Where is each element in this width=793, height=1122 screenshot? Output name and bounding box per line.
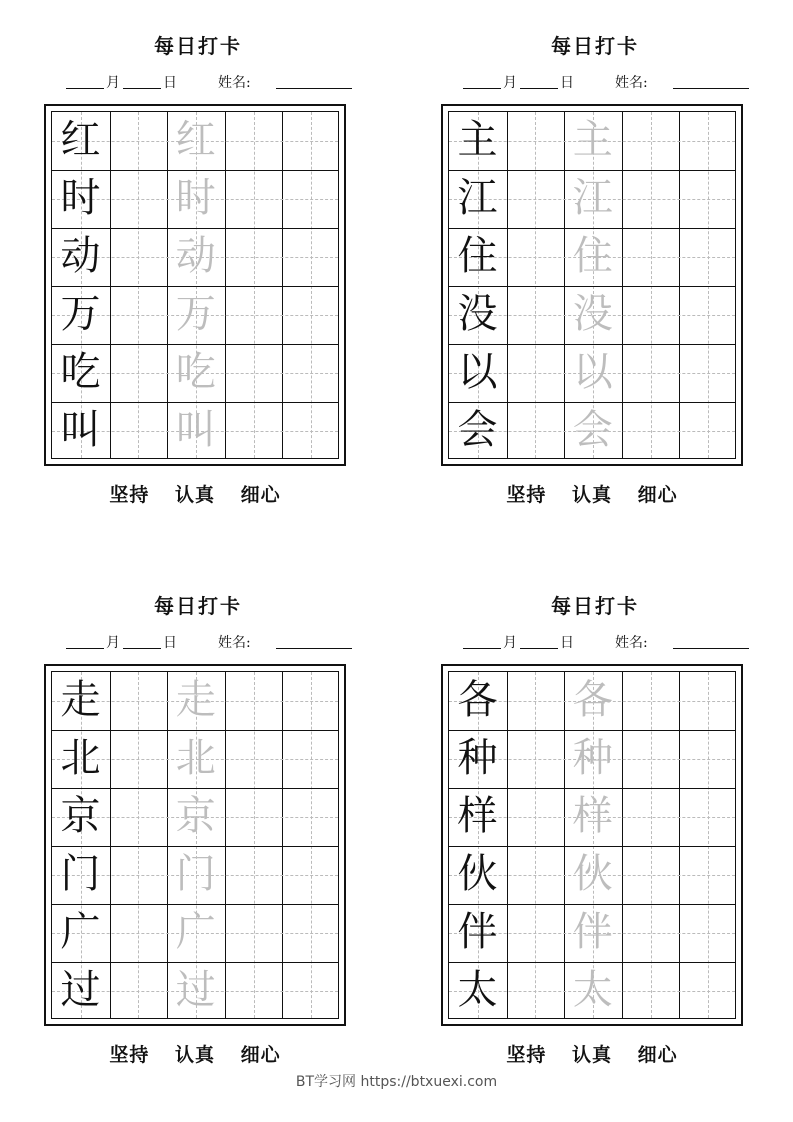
date-name-row [66,72,356,90]
model-character: 广 [60,909,101,955]
practice-cell[interactable] [282,402,340,460]
practice-cell[interactable] [225,112,283,170]
practice-cell[interactable] [622,962,680,1020]
day-label: 日 [163,635,177,651]
practice-cell[interactable] [110,402,168,460]
practice-cell[interactable] [507,286,565,344]
day-blank[interactable] [123,88,161,89]
practice-cell[interactable] [679,904,737,962]
practice-cell[interactable] [282,730,340,788]
day-blank[interactable] [123,648,161,649]
model-character: 各 [457,677,498,723]
practice-cell[interactable] [622,228,680,286]
writing-grid [51,111,339,459]
model-character: 京 [60,793,101,839]
practice-cell[interactable] [679,846,737,904]
practice-cell[interactable] [622,672,680,730]
practice-cell[interactable] [622,904,680,962]
date-name-row [463,72,753,90]
practice-cell[interactable] [110,286,168,344]
writing-grid [51,671,339,1019]
trace-character: 吃 [175,349,216,395]
trace-character: 江 [572,175,613,221]
practice-cell[interactable] [225,730,283,788]
practice-cell[interactable] [110,904,168,962]
writing-grid-frame [441,664,743,1026]
model-character: 红 [60,117,101,163]
practice-cell[interactable] [110,846,168,904]
practice-cell[interactable] [282,788,340,846]
practice-cell[interactable] [225,672,283,730]
month-blank[interactable] [66,648,104,649]
model-character: 走 [60,677,101,723]
day-blank[interactable] [520,88,558,89]
site-footer: BT学习网 https://btxuexi.com [295,1074,498,1090]
practice-cell[interactable] [622,344,680,402]
motto: 坚持 认真 细心 [109,1044,281,1066]
practice-cell[interactable] [679,788,737,846]
name-label: 姓名: [615,75,648,91]
practice-cell[interactable] [110,788,168,846]
model-character: 太 [457,967,498,1013]
writing-grid-frame [44,664,346,1026]
day-label: 日 [560,635,574,651]
motto: 坚持 认真 细心 [506,1044,678,1066]
practice-cell[interactable] [679,286,737,344]
practice-cell[interactable] [282,112,340,170]
model-character: 过 [60,967,101,1013]
motto: 坚持 认真 细心 [109,484,281,506]
practice-cell[interactable] [282,228,340,286]
writing-grid [448,111,736,459]
day-blank[interactable] [520,648,558,649]
model-character: 时 [60,175,101,221]
practice-cell[interactable] [225,228,283,286]
practice-cell[interactable] [507,402,565,460]
practice-cell[interactable] [622,402,680,460]
practice-cell[interactable] [225,904,283,962]
practice-cell[interactable] [225,286,283,344]
model-character: 伙 [457,851,498,897]
month-label: 月 [503,635,517,651]
practice-cell[interactable] [679,344,737,402]
practice-cell[interactable] [225,788,283,846]
trace-character: 以 [572,349,613,395]
practice-cell[interactable] [225,344,283,402]
trace-character: 没 [572,291,613,337]
writing-grid-frame [441,104,743,466]
practice-cell[interactable] [110,344,168,402]
trace-character: 红 [175,117,216,163]
writing-grid [448,671,736,1019]
model-character: 北 [60,735,101,781]
trace-character: 北 [175,735,216,781]
model-character: 江 [457,175,498,221]
day-label: 日 [163,75,177,91]
practice-cell[interactable] [622,286,680,344]
trace-character: 时 [175,175,216,221]
month-blank[interactable] [463,648,501,649]
trace-character: 万 [175,291,216,337]
practice-cell[interactable] [225,170,283,228]
name-label: 姓名: [615,635,648,651]
practice-cell[interactable] [282,286,340,344]
practice-cell[interactable] [679,730,737,788]
model-character: 门 [60,851,101,897]
name-blank[interactable] [673,648,749,649]
card-title: 每日打卡 [551,34,639,58]
practice-cell[interactable] [282,846,340,904]
model-character: 没 [457,291,498,337]
practice-cell[interactable] [507,344,565,402]
practice-cell[interactable] [282,962,340,1020]
name-label: 姓名: [218,75,251,91]
card-title: 每日打卡 [551,594,639,618]
month-label: 月 [503,75,517,91]
trace-character: 伙 [572,851,613,897]
practice-cell[interactable] [110,112,168,170]
practice-cell[interactable] [679,402,737,460]
practice-cell[interactable] [110,962,168,1020]
trace-character: 种 [572,735,613,781]
practice-cell[interactable] [679,672,737,730]
practice-cell[interactable] [679,228,737,286]
month-label: 月 [106,75,120,91]
practice-cell[interactable] [507,730,565,788]
motto: 坚持 认真 细心 [506,484,678,506]
practice-cell[interactable] [225,846,283,904]
trace-character: 京 [175,793,216,839]
trace-character: 过 [175,967,216,1013]
practice-cell[interactable] [110,228,168,286]
practice-cell[interactable] [225,962,283,1020]
practice-cell[interactable] [507,112,565,170]
day-label: 日 [560,75,574,91]
trace-character: 动 [175,233,216,279]
practice-cell[interactable] [622,846,680,904]
practice-cell[interactable] [110,672,168,730]
trace-character: 样 [572,793,613,839]
practice-cell[interactable] [622,170,680,228]
model-character: 吃 [60,349,101,395]
model-character: 叫 [60,407,101,453]
trace-character: 伴 [572,909,613,955]
month-label: 月 [106,635,120,651]
date-name-row [463,632,753,650]
month-blank[interactable] [66,88,104,89]
model-character: 伴 [457,909,498,955]
practice-cell[interactable] [679,112,737,170]
name-blank[interactable] [276,648,352,649]
practice-cell[interactable] [507,962,565,1020]
trace-character: 住 [572,233,613,279]
model-character: 主 [457,117,498,163]
model-character: 动 [60,233,101,279]
practice-cell[interactable] [110,170,168,228]
model-character: 种 [457,735,498,781]
trace-character: 门 [175,851,216,897]
practice-cell[interactable] [622,788,680,846]
model-character: 万 [60,291,101,337]
trace-character: 广 [175,909,216,955]
practice-cell[interactable] [282,672,340,730]
model-character: 以 [457,349,498,395]
trace-character: 叫 [175,407,216,453]
writing-grid-frame [44,104,346,466]
name-blank[interactable] [276,88,352,89]
trace-character: 太 [572,967,613,1013]
card-title: 每日打卡 [154,34,242,58]
practice-cell[interactable] [679,170,737,228]
practice-cell[interactable] [110,730,168,788]
month-blank[interactable] [463,88,501,89]
trace-character: 走 [175,677,216,723]
practice-cell[interactable] [282,904,340,962]
model-character: 住 [457,233,498,279]
practice-cell[interactable] [282,170,340,228]
trace-character: 各 [572,677,613,723]
model-character: 样 [457,793,498,839]
practice-cell[interactable] [507,672,565,730]
name-blank[interactable] [673,88,749,89]
practice-cell[interactable] [622,730,680,788]
model-character: 会 [457,407,498,453]
practice-cell[interactable] [507,788,565,846]
name-label: 姓名: [218,635,251,651]
practice-cell[interactable] [507,904,565,962]
trace-character: 会 [572,407,613,453]
practice-cell[interactable] [507,228,565,286]
trace-character: 主 [572,117,613,163]
practice-cell[interactable] [507,846,565,904]
card-title: 每日打卡 [154,594,242,618]
practice-cell[interactable] [622,112,680,170]
practice-cell[interactable] [282,344,340,402]
date-name-row [66,632,356,650]
practice-cell[interactable] [679,962,737,1020]
practice-cell[interactable] [225,402,283,460]
practice-cell[interactable] [507,170,565,228]
